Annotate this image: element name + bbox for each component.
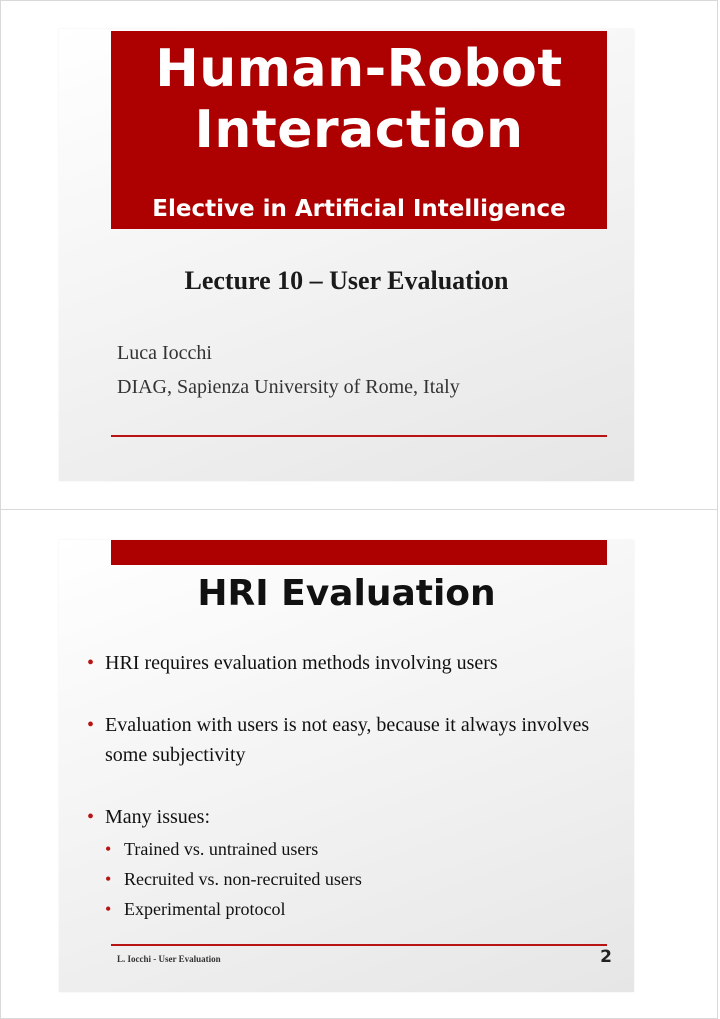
sub-bullet-item: • Recruited vs. non-recruited users [105, 864, 607, 894]
page-number: 2 [600, 947, 612, 967]
slide-heading: HRI Evaluation [197, 573, 496, 614]
lecture-title: Lecture 10 – User Evaluation [184, 266, 509, 295]
page-half-top [0, 0, 718, 510]
title-line-1: Human-Robot [155, 39, 563, 99]
slide-content [59, 540, 634, 992]
footer-rule [111, 944, 607, 946]
title-line-2: Interaction [194, 100, 524, 160]
sub-bullet-item: • Trained vs. untrained users [105, 834, 607, 864]
bullet-item: • HRI requires evaluation methods involving users [87, 648, 607, 678]
divider-rule [111, 435, 607, 437]
sub-bullet-item: • Experimental protocol [105, 894, 607, 924]
main-title [111, 39, 607, 161]
page-half-bottom [0, 509, 718, 1019]
course-subtitle: Elective in Artificial Intelligence [152, 196, 566, 222]
sub-bullet-list [105, 834, 607, 924]
bullet-item [87, 802, 607, 924]
bullet-list [87, 648, 607, 924]
author-name: Luca Iocchi [117, 342, 212, 364]
author-affiliation: DIAG, Sapienza University of Rome, Italy [117, 376, 460, 398]
header-bar [111, 540, 607, 565]
bullet-item: • Evaluation with users is not easy, because it always involves some subjectivity [87, 710, 607, 770]
bullet-text: Many issues: [105, 806, 210, 828]
footer-label: L. Iocchi - User Evaluation [117, 954, 221, 964]
slide-title [59, 29, 634, 481]
title-banner [111, 31, 607, 229]
